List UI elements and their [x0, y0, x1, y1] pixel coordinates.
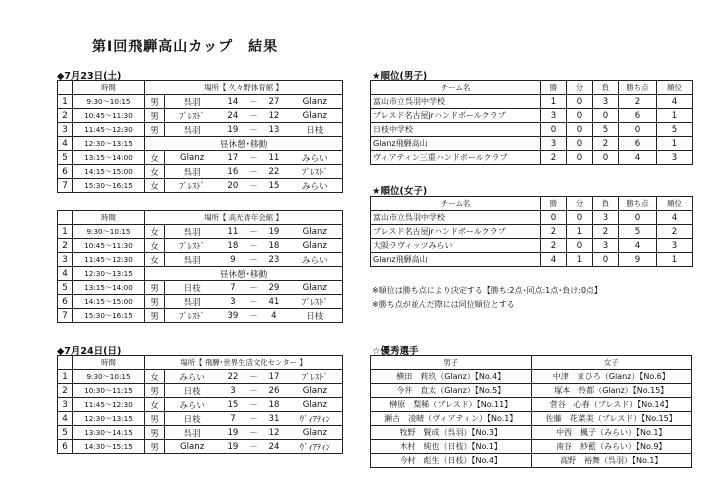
team-a: 日枝	[164, 281, 219, 295]
table-row	[58, 384, 343, 398]
team-name: Glanz飛騨高山	[371, 137, 541, 151]
award-men: 榊原 梨稀（ブレスド）【No.11】	[371, 398, 532, 412]
match-time: 10:45～11:30	[72, 239, 144, 253]
losses: 3	[593, 239, 619, 253]
draws: 0	[567, 239, 593, 253]
losses: 0	[593, 253, 619, 267]
team-name: ブレスド名古屋jrハンドボールクラブ	[371, 225, 541, 239]
venue-header: 場所【 久々野体育館 】	[145, 81, 343, 95]
score-b: 11	[260, 151, 287, 165]
table-row	[371, 440, 692, 454]
table-row	[58, 398, 343, 412]
match-number: 5	[58, 151, 73, 165]
score-a: 17	[219, 151, 246, 165]
score-a: 18	[219, 239, 246, 253]
match-number: 3	[58, 123, 73, 137]
score-b: 29	[260, 281, 287, 295]
table-row	[58, 253, 343, 267]
match-time: 10:30～11:15	[72, 384, 144, 398]
match-time: 15:30～16:15	[72, 309, 144, 323]
table-row	[58, 281, 343, 295]
standings-header-4: 勝ち点	[619, 81, 657, 95]
table-row	[58, 137, 343, 151]
match-number: 1	[58, 225, 73, 239]
table-row	[58, 239, 343, 253]
gender-cell: 男	[145, 95, 165, 109]
team-name: 富山市立呉羽中学校	[371, 211, 541, 225]
score-separator: －	[247, 253, 261, 267]
draws: 0	[567, 151, 593, 165]
table-row	[371, 211, 693, 225]
standings-women-label: ★順位(女子)	[372, 186, 428, 197]
match-time: 9:30～10:15	[72, 370, 144, 384]
team-name: 富山市立呉羽中学校	[371, 95, 541, 109]
losses: 0	[593, 151, 619, 165]
standings-men-table	[370, 80, 693, 165]
table-row	[58, 95, 343, 109]
score-separator: －	[247, 179, 261, 193]
award-men: 瀬古 凌晴（ヴィアティン）【No.1】	[371, 412, 532, 426]
draws: 0	[567, 95, 593, 109]
match-number: 5	[58, 426, 73, 440]
team-a: 呉羽	[164, 225, 219, 239]
team-b: ﾌﾞﾚｽﾄﾞ	[288, 370, 343, 384]
points: 0	[619, 211, 657, 225]
score-separator: －	[247, 370, 261, 384]
gender-cell: 女	[145, 253, 165, 267]
draws: 0	[567, 109, 593, 123]
standings-women-table	[370, 196, 693, 267]
venue-header: 場所【 飛騨･世界生活文化センター 】	[145, 356, 343, 370]
points: 9	[619, 253, 657, 267]
losses: 2	[593, 137, 619, 151]
no-header	[58, 211, 73, 225]
wins: 2	[541, 239, 567, 253]
team-b: Glanz	[288, 95, 343, 109]
award-men: 牧野 賢成（呉羽）【No.3】	[371, 426, 532, 440]
score-separator: －	[247, 295, 261, 309]
wins: 0	[541, 211, 567, 225]
match-time: 12:30～13:15	[72, 412, 144, 426]
awards-header-women: 女子	[531, 356, 692, 370]
team-b: Glanz	[288, 281, 343, 295]
table-row	[58, 151, 343, 165]
team-name: ヴィアティン三重ハンドボールクラブ	[371, 151, 541, 165]
team-a: 呉羽	[164, 253, 219, 267]
score-separator: －	[247, 95, 261, 109]
score-b: 17	[260, 370, 287, 384]
no-header	[58, 356, 73, 370]
table-row	[371, 412, 692, 426]
match-time: 15:30～16:15	[72, 179, 144, 193]
score-separator: －	[247, 412, 261, 426]
gender-cell: 男	[145, 440, 165, 454]
team-a: ﾌﾞﾚｽﾄﾞ	[164, 179, 219, 193]
points: 6	[619, 137, 657, 151]
team-b: Glanz	[288, 426, 343, 440]
award-men: 今村 彪生（日枝）【No.4】	[371, 454, 532, 468]
score-separator: －	[247, 225, 261, 239]
gender-cell: 女	[145, 165, 165, 179]
award-men: 今井 直太（Glanz）【No.5】	[371, 384, 532, 398]
score-a: 7	[219, 412, 246, 426]
draws: 1	[567, 253, 593, 267]
match-number: 6	[58, 165, 73, 179]
match-number: 6	[58, 295, 73, 309]
team-b: ﾌﾞﾚｽﾄﾞ	[288, 165, 343, 179]
wins: 4	[541, 253, 567, 267]
standings-header-row	[371, 197, 693, 211]
rank: 3	[657, 151, 693, 165]
table-row	[58, 370, 343, 384]
wins: 2	[541, 151, 567, 165]
score-a: 16	[219, 165, 246, 179]
score-a: 24	[219, 109, 246, 123]
gender-cell: 女	[145, 225, 165, 239]
table-row	[371, 370, 692, 384]
score-a: 11	[219, 225, 246, 239]
awards-label: ☆優秀選手	[372, 346, 419, 357]
schedule-table-day2	[57, 355, 343, 454]
rank: 3	[657, 239, 693, 253]
standings-header-2: 分	[567, 197, 593, 211]
table-row	[371, 137, 693, 151]
match-time: 13:15～14:00	[72, 281, 144, 295]
match-number: 5	[58, 281, 73, 295]
note-1: ※順位は勝ち点により決定する【勝ち:2点･同点:1点･負け:0点】	[372, 286, 603, 295]
match-number: 4	[58, 137, 73, 151]
team-b: Glanz	[288, 398, 343, 412]
gender-cell: 女	[145, 370, 165, 384]
team-b: Glanz	[288, 239, 343, 253]
award-women: 菅谷 心春（ブレスド）【No.14】	[531, 398, 692, 412]
team-a: みらい	[165, 370, 220, 384]
gender-cell: 男	[145, 295, 165, 309]
award-men: 横田 莉玖（Glanz）【No.4】	[371, 370, 532, 384]
award-women: 中津 まひろ（Glanz）【No.6】	[531, 370, 692, 384]
gender-cell: 女	[145, 179, 165, 193]
score-a: 22	[219, 370, 246, 384]
awards-header-row	[371, 356, 692, 370]
table-row	[371, 151, 693, 165]
schedule-table-day1-venue1	[57, 80, 343, 193]
table-row	[58, 440, 343, 454]
table-row	[58, 123, 343, 137]
awards-table	[370, 355, 692, 468]
gender-cell: 男	[145, 426, 165, 440]
score-separator: －	[247, 123, 261, 137]
team-b: Glanz	[288, 109, 343, 123]
table-row	[58, 309, 343, 323]
venue-header: 場所【 高光青年会館 】	[145, 211, 343, 225]
team-b: みらい	[288, 151, 343, 165]
match-number: 6	[58, 440, 73, 454]
score-a: 39	[219, 309, 246, 323]
score-b: 12	[260, 109, 287, 123]
draws: 0	[567, 137, 593, 151]
wins: 3	[541, 137, 567, 151]
team-a: 呉羽	[165, 426, 220, 440]
team-b: みらい	[288, 179, 343, 193]
match-number: 1	[58, 95, 73, 109]
schedule-table-day1-venue2	[57, 210, 343, 323]
gender-cell: 女	[145, 398, 165, 412]
table-row	[58, 412, 343, 426]
score-b: 15	[260, 179, 287, 193]
table-row	[371, 239, 693, 253]
table-row	[371, 398, 692, 412]
match-time: 13:15～14:00	[72, 151, 144, 165]
match-number: 2	[58, 109, 73, 123]
team-name: ブレスド名古屋jrハンドボールクラブ	[371, 109, 541, 123]
team-b: ｳﾞｨｱﾃｨﾝ	[288, 440, 343, 454]
score-a: 9	[219, 253, 246, 267]
match-time: 11:45～12:30	[72, 253, 144, 267]
match-time: 11:45～12:30	[72, 123, 144, 137]
score-b: 41	[260, 295, 287, 309]
score-b: 12	[260, 426, 287, 440]
score-b: 13	[260, 123, 287, 137]
points: 4	[619, 239, 657, 253]
schedule-header-row	[58, 211, 343, 225]
day1-label: ◆7月23日(土)	[57, 71, 122, 82]
award-women: 塚本 怜都（Glanz）【No.15】	[531, 384, 692, 398]
score-b: 4	[260, 309, 287, 323]
team-name: 日枝中学校	[371, 123, 541, 137]
standings-header-row	[371, 81, 693, 95]
rank: 1	[657, 109, 693, 123]
team-a: 日枝	[165, 384, 220, 398]
time-header: 時間	[72, 211, 144, 225]
score-a: 3	[219, 295, 246, 309]
score-separator: －	[247, 384, 261, 398]
table-row	[58, 267, 343, 281]
match-time: 12:30～13:15	[72, 267, 144, 281]
award-women: 高野 裕舞（呉羽）【No.1】	[531, 454, 692, 468]
table-row	[371, 109, 693, 123]
break-cell: 昼休憩･移動	[145, 137, 343, 151]
score-b: 18	[260, 398, 287, 412]
points: 6	[619, 109, 657, 123]
match-number: 4	[58, 412, 73, 426]
match-number: 7	[58, 309, 73, 323]
rank: 5	[657, 123, 693, 137]
score-a: 7	[219, 281, 246, 295]
team-a: ﾌﾞﾚｽﾄﾞ	[164, 239, 219, 253]
wins: 2	[541, 225, 567, 239]
gender-cell: 女	[145, 239, 165, 253]
score-separator: －	[247, 151, 261, 165]
award-women: 中西 楓子（みらい）【No.1】	[531, 426, 692, 440]
table-row	[371, 384, 692, 398]
standings-header-3: 負	[593, 81, 619, 95]
rank: 4	[657, 95, 693, 109]
standings-men-label: ★順位(男子)	[372, 71, 428, 82]
rank: 1	[657, 253, 693, 267]
time-header: 時間	[72, 356, 144, 370]
match-number: 3	[58, 398, 73, 412]
match-time: 11:45～12:30	[72, 398, 144, 412]
score-separator: －	[247, 281, 261, 295]
table-row	[58, 225, 343, 239]
score-b: 22	[260, 165, 287, 179]
standings-header-5: 順位	[657, 197, 693, 211]
standings-header-2: 分	[567, 81, 593, 95]
score-separator: －	[247, 165, 261, 179]
gender-cell: 男	[145, 309, 165, 323]
table-row	[371, 123, 693, 137]
table-row	[371, 253, 693, 267]
score-separator: －	[247, 440, 261, 454]
team-a: 呉羽	[164, 123, 219, 137]
table-row	[58, 426, 343, 440]
score-separator: －	[247, 398, 261, 412]
no-header	[58, 81, 73, 95]
award-women: 佐藤 花菜美（ブレスド）【No.15】	[531, 412, 692, 426]
gender-cell: 男	[145, 123, 165, 137]
team-b: Glanz	[288, 225, 343, 239]
rank: 2	[657, 225, 693, 239]
team-name: Glanz飛騨高山	[371, 253, 541, 267]
losses: 5	[593, 123, 619, 137]
team-b: Glanz	[288, 384, 343, 398]
losses: 3	[593, 95, 619, 109]
break-cell: 昼休憩･移動	[145, 267, 343, 281]
team-a: 日枝	[165, 412, 220, 426]
team-a: みらい	[165, 398, 220, 412]
table-row	[58, 295, 343, 309]
standings-header-3: 負	[593, 197, 619, 211]
match-number: 2	[58, 384, 73, 398]
score-b: 23	[260, 253, 287, 267]
match-time: 13:30～14:15	[72, 426, 144, 440]
rank: 1	[657, 137, 693, 151]
gender-cell: 女	[145, 151, 165, 165]
match-time: 14:15～15:00	[72, 165, 144, 179]
gender-cell: 男	[145, 281, 165, 295]
score-b: 27	[260, 95, 287, 109]
team-a: Glanz	[165, 440, 220, 454]
draws: 0	[567, 123, 593, 137]
table-row	[371, 426, 692, 440]
table-row	[58, 165, 343, 179]
standings-header-1: 勝	[541, 197, 567, 211]
wins: 3	[541, 109, 567, 123]
score-separator: －	[247, 239, 261, 253]
draws: 1	[567, 225, 593, 239]
standings-header-0: チーム名	[371, 81, 541, 95]
team-a: Glanz	[164, 151, 219, 165]
team-b: 日枝	[288, 309, 343, 323]
award-women: 南谷 紗藍（みらい）【No.9】	[531, 440, 692, 454]
match-time: 9:30～10:15	[72, 95, 144, 109]
team-a: 呉羽	[164, 295, 219, 309]
awards-header-men: 男子	[371, 356, 532, 370]
score-a: 20	[219, 179, 246, 193]
award-men: 木村 純也（日枝）【No.1】	[371, 440, 532, 454]
table-row	[58, 109, 343, 123]
wins: 1	[541, 95, 567, 109]
points: 0	[619, 123, 657, 137]
points: 4	[619, 151, 657, 165]
table-row	[371, 95, 693, 109]
match-time: 10:45～11:30	[72, 109, 144, 123]
score-b: 19	[260, 225, 287, 239]
time-header: 時間	[72, 81, 144, 95]
note-2: ※勝ち点が並んだ際には同位順位とする	[372, 300, 515, 309]
team-a: 呉羽	[164, 95, 219, 109]
team-a: ﾌﾞﾚｽﾄﾞ	[164, 309, 219, 323]
standings-header-5: 順位	[657, 81, 693, 95]
score-b: 31	[260, 412, 287, 426]
team-b: みらい	[288, 253, 343, 267]
score-a: 19	[219, 426, 246, 440]
points: 5	[619, 225, 657, 239]
losses: 0	[593, 109, 619, 123]
match-time: 9:30～10:15	[72, 225, 144, 239]
wins: 0	[541, 123, 567, 137]
score-a: 3	[219, 384, 246, 398]
score-separator: －	[247, 109, 261, 123]
table-row	[58, 179, 343, 193]
gender-cell: 男	[145, 384, 165, 398]
losses: 3	[593, 211, 619, 225]
score-b: 26	[260, 384, 287, 398]
match-time: 12:30～13:15	[72, 137, 144, 151]
schedule-header-row	[58, 356, 343, 370]
standings-header-1: 勝	[541, 81, 567, 95]
team-a: 呉羽	[164, 165, 219, 179]
team-b: 日枝	[288, 123, 343, 137]
match-time: 14:15～15:00	[72, 295, 144, 309]
match-number: 1	[58, 370, 73, 384]
rank: 4	[657, 211, 693, 225]
score-separator: －	[247, 309, 261, 323]
draws: 0	[567, 211, 593, 225]
table-row	[371, 454, 692, 468]
match-number: 3	[58, 253, 73, 267]
score-a: 14	[219, 95, 246, 109]
table-row	[371, 225, 693, 239]
standings-header-0: チーム名	[371, 197, 541, 211]
match-number: 2	[58, 239, 73, 253]
match-number: 7	[58, 179, 73, 193]
day2-label: ◆7月24日(日)	[57, 346, 122, 357]
match-time: 14:30～15:15	[72, 440, 144, 454]
score-b: 24	[260, 440, 287, 454]
gender-cell: 男	[145, 412, 165, 426]
page-title: 第Ⅰ回飛騨高山カップ 結果	[92, 39, 279, 55]
losses: 2	[593, 225, 619, 239]
team-b: ﾌﾞﾚｽﾄﾞ	[288, 295, 343, 309]
score-a: 15	[219, 398, 246, 412]
team-a: ﾌﾞﾚｽﾄﾞ	[164, 109, 219, 123]
schedule-header-row	[58, 81, 343, 95]
points: 2	[619, 95, 657, 109]
team-b: ｳﾞｨｱﾃｨﾝ	[288, 412, 343, 426]
score-a: 19	[219, 440, 246, 454]
score-separator: －	[247, 426, 261, 440]
score-b: 18	[260, 239, 287, 253]
score-a: 19	[219, 123, 246, 137]
match-number: 4	[58, 267, 73, 281]
gender-cell: 男	[145, 109, 165, 123]
standings-header-4: 勝ち点	[619, 197, 657, 211]
team-name: 大阪ラヴィッツみらい	[371, 239, 541, 253]
